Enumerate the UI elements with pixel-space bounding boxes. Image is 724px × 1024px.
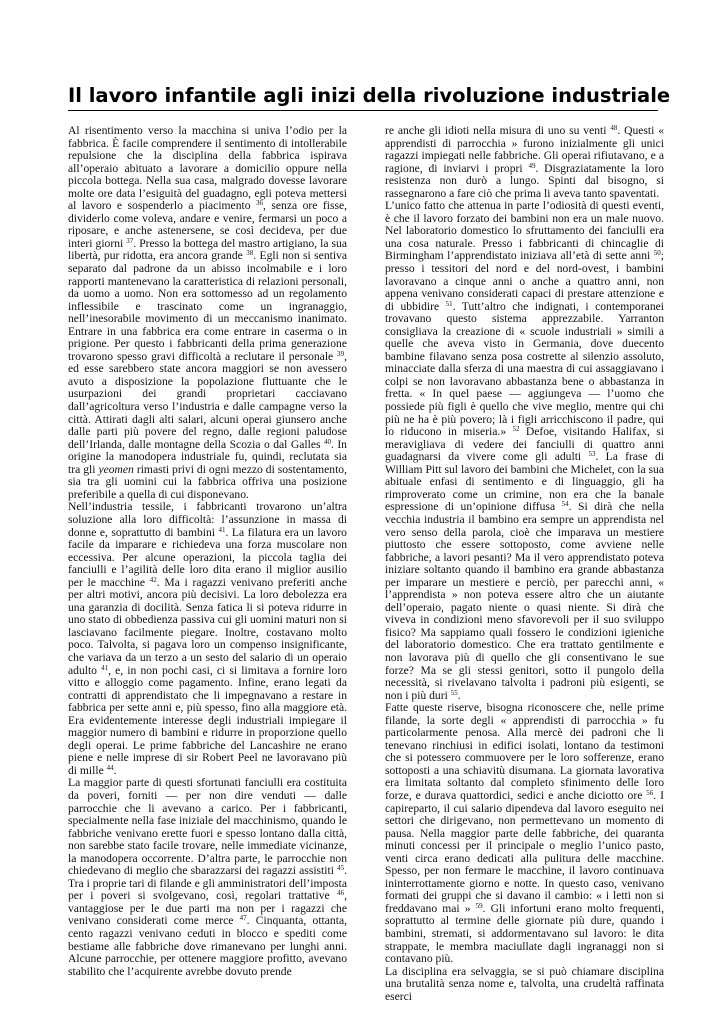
text-run: , senza ore fisse, dividerlo come voleva, andare e venire, fermarsi un poco a riposare, e anche astenersene, se così decideva, per due interi giorni xyxy=(68,199,348,250)
italic-text: yeomen xyxy=(98,462,134,476)
footnote-marker: 56 xyxy=(646,788,654,797)
text-run: La disciplina era selvaggia, se si può chiamare disciplina una brutalità senza nome e, talvolta, una crudeltà raffinata eserci xyxy=(385,964,664,1003)
footnote-marker: 48 xyxy=(610,124,618,132)
text-run: . La frase di William Pitt sul lavoro dei bambini che Michelet, con la sua abituale enfasi di sentimento e di linguaggio, gli ha rimproverato come un crimine, non era che la banale espressione di un’opinione diffusa xyxy=(385,450,664,514)
footnote-marker: 51 xyxy=(445,299,453,308)
footnote-marker: 37 xyxy=(126,236,134,245)
footnote-marker: 50 xyxy=(653,249,661,258)
footnote-marker: 53 xyxy=(588,450,596,459)
text-run: , vantaggiose per le due parti ma non per i ragazzi che venivano considerati come merce xyxy=(68,889,347,928)
text-run: rimasti privi di ogni mezzo di sostentamento, sia tra gli uomini cui la fabbrica offriva una posizione preferibile a quella di cui disponevano. xyxy=(68,462,348,501)
text-run: Defoe, visitando Halifax, si meravigliava di vedere dei fanciulli di quattro anni guadagnarsi da vivere come gli adulti xyxy=(385,425,664,464)
text-run: . Ma i ragazzi venivano preferiti anche per altri motivi, ancora più decisivi. La loro debolezza era una garanzia di docilità. Senza fatica li si poteva ridurre in uno stato di obbedienza passiva cui gli uomini maturi non si lasciavano facilmente piegare. Inoltre, costavano molto poco. Talvolta, si pagava loro un compenso insignificante, che variava da un terzo a un sesto del salario di un operaio adulto xyxy=(68,575,347,677)
footnote-marker: 55 xyxy=(450,688,458,697)
footnote-marker: 54 xyxy=(561,500,569,509)
text-run: . Disgraziatamente la loro resistenza non durò a lungo. Spinti dal bisogno, si rassegnarono a fare ciò che prima li aveva tanto spaventati. xyxy=(385,161,664,200)
text-run: . xyxy=(457,688,461,702)
text-run: , ed esse sarebbero state ancora maggiori se non avessero avuto a disposizione la popolazione fluttuante che le usurpazioni dei grandi proprietari cacciavano dall’agricoltura verso l’industria e dalle campagne verso la città. Attirati dagli alti salari, alcuni operai giunsero anche dalle parti più povere del regno, dalle regioni paludose dell’Irlanda, dalle montagne della Scozia o dal Galles xyxy=(68,349,347,451)
paragraph xyxy=(385,200,664,702)
text-run: . xyxy=(113,763,117,777)
paragraph xyxy=(385,702,664,965)
text-run: Al risentimento verso la macchina si univa l’odio per la fabbrica. È facile comprendere il sentimento di intollerabile repulsione che la disciplina della fabbrica ispirava all’operaio abituato a lavorare a domicilio oppure nella piccola bottega. Nella sua casa, malgrado dovesse lavorare molte ore data l’esiguità del guadagno, egli poteva mettersi al lavoro e sospenderlo a piacimento xyxy=(68,124,347,213)
text-run: ; presso i tessitori del nord e del nord-ovest, i bambini lavoravano a cinque anni o anche a quattro anni, non appena venivano considerati capaci di prestare attenzione e di ubbidire xyxy=(385,249,664,313)
text-run: La maggior parte di questi sfortunati fanciulli era costituita da poveri, forniti — per non dire venduti — dalle parrocchie che li avevano a carico. Per i fabbricanti, specialmente nella fase iniziale del macchinismo, quando le fabbriche venivano erette fuori e spesso lontano dalla città, non sarebbe stato facile trovare, nelle immediate vicinanze, la manodopera occorrente. D’altra parte, le parrocchie non chiedevano di meglio che sbarazzarsi dei ragazzi assistiti xyxy=(68,776,347,878)
footnote-marker: 49 xyxy=(528,161,536,170)
text-run: Fatte queste riserve, bisogna riconoscere che, nelle prime filande, la sorte degli « apprendisti di parrocchia » fu particolarmente penosa. Alla mercè dei padroni che li tenevano rinchiusi in edifici isolati, lontano da testimoni che si potessero commuovere per le loro sofferenze, erano sottoposti a una schiavitù disumana. La giornata lavorativa era limitata soltanto dal completo sfinimento delle loro forze, e durava quattordici, sedici e anche diciotto ore xyxy=(385,701,664,802)
page-title: Il lavoro infantile agli inizi della rivoluzione industriale xyxy=(68,84,671,107)
text-run: . Tra i proprie tari di filande e gli amministratori dell’imposta per i poveri si svolgevano, così, regolari trattative xyxy=(68,864,347,903)
left-column xyxy=(68,125,347,978)
text-run: . La filatura era un lavoro facile da imparare e richiedeva una forza muscolare non eccessiva. Per alcune operazioni, la piccola taglia dei fanciulli e l’agilità delle loro dita erano il miglior ausilio per le macchine xyxy=(68,525,347,589)
text-run: . Tutt’altro che indignati, i contemporanei trovavano questo sistema apprezzabile. Yarranton consigliava la creazione di « scuole industriali » simili a quelle che aveva visto in Germania, dove duecento bambine filavano senza posa costrette al silenzio assoluto, minacciate dalla sferza di una maestra di cui assaggiavano i colpi se non lavoravano abbastanza bene o abbastanza in fretta. « In quel paese — aggiungeva — l’uomo che possiede più figli è quello che vive meglio, mentre qui chi più ne ha è più povero; là i figli arricchiscono il padre, qui lo riducono in miseria.» xyxy=(385,299,664,439)
footnote-marker: 41 xyxy=(101,663,109,672)
footnote-marker: 59 xyxy=(475,901,483,910)
title-underline xyxy=(68,110,658,111)
paragraph xyxy=(385,125,664,200)
text-run: . Si dirà che nella vecchia industria il bambino era sempre un apprendista nel vero senso della parola, cioè che imparava un mestiere piuttosto che essere sottoposto, come avviene nelle fabbriche, a lavori pesanti? Ma il vero apprendistato poteva iniziare soltanto quando il bambino era grande abbastanza per imparare un mestiere e perciò, per parecchi anni, « l’apprendista » non poteva essere altro che un aiutante dell’operaio, pagato niente o quasi niente. Si dirà che viveva in condizioni meno sfavorevoli per il suo sviluppo fisico? Ma sappiamo quali fossero le condizioni igieniche del laboratorio domestico. Che era trattato gentilmente e non lavorava più di quello che gli consentivano le sue forze? Ma se gli stessi genitori, sotto il pungolo della necessità, si rivelavano talvolta i padroni più esigenti, se non i più duri xyxy=(385,500,664,702)
footnote-marker: 40 xyxy=(323,437,331,446)
text-run: . Cinquanta, ottanta, cento ragazzi venivano ceduti in blocco e spediti come bestiame alle fabbriche dove rimanevano per lunghi anni. Alcune parrocchie, per ottenere maggiore profitto, avevano stabilito che l’acquirente avrebbe dovuto prende xyxy=(68,914,347,978)
footnote-marker: 36 xyxy=(256,199,263,208)
text-run: re anche gli idioti nella misura di uno su venti xyxy=(385,124,611,137)
footnote-marker: 52 xyxy=(512,425,520,434)
footnote-marker: 39 xyxy=(337,349,345,358)
text-run: , e, in non pochi casi, ci si limitava a fornire loro vitto e alloggio come pagamento. Infine, erano legati da contratti di apprendistato che li impegnavano a restare in fabbrica per sette anni e, più spesso, fino alla maggiore età. Era evidentemente interesse degli industriali impiegare il maggior numero di bambini e ridurre in proporzione quello degli operai. Le prime fabbriche del Lancashire ne erano piene e nelle imprese di sir Robert Peel ne lavoravano più di mille xyxy=(68,663,347,777)
paragraph xyxy=(68,125,347,501)
text-run: L’unico fatto che attenua in parte l’odiosità di questi eventi, è che il lavoro forzato dei bambini non era un male nuovo. Nel laboratorio domestico lo sfruttamento dei fanciulli era una cosa naturale. Presso i fabbricanti di chincaglie di Birmingham l’apprendistato iniziava all’età di sette anni xyxy=(385,199,664,263)
footnote-marker: 44 xyxy=(106,763,114,772)
text-run: . I capireparto, il cui salario dipendeva dal lavoro eseguito nei settori che dirigevano, non permettevano un momento di pausa. Nella maggior parte delle fabbriche, dei quaranta minuti concessi per il principale o meglio l’unico pasto, venti circa erano dedicati alla pulitura delle macchine. Spesso, per non fermare le macchine, il lavoro continuava ininterrottamente giorno e notte. In questo caso, venivano formati dei gruppi che si davano il cambio: « i letti non si freddavano mai » xyxy=(385,788,664,915)
text-run: . Gli infortuni erano molto frequenti, soprattutto al termine delle giornate più dure, quando i bambini, stremati, si addormentavano sul lavoro: le dita strappate, le membra maciullate dagli ingranaggi non si contavano più. xyxy=(385,901,664,966)
text-run: . Egli non si sentiva separato dal padrone da un abisso incolmabile e i loro rapporti mantenevano la caratteristica di relazioni personali, da uomo a uomo. Non era sottomesso ad un regolamento inflessibile e trascinato come un ingranaggio, nell’inesorabile movimento di un meccanismo inanimato. Entrare in una fabbrica era come entrare in caserma o in prigione. Per questo i fabbricanti della prima generazione trovarono spesso gravi difficoltà a reclutare il personale xyxy=(68,249,348,363)
footnote-marker: 38 xyxy=(246,249,254,258)
text-run: Nell’industria tessile, i fabbricanti trovarono un’altra soluzione alla loro difficoltà: l’assunzione in massa di donne e, soprattutto di bambini xyxy=(68,500,347,539)
footnote-marker: 42 xyxy=(149,575,157,584)
paragraph xyxy=(385,966,664,1004)
right-column xyxy=(385,125,664,1003)
footnote-marker: 45 xyxy=(337,864,345,873)
text-run: . Presso la bottega del mastro artigiano, la sua libertà, pur ridotta, era ancora grande xyxy=(68,236,347,263)
footnote-marker: 41 xyxy=(218,525,226,534)
text-run: . Questi « apprendisti di parrocchia » furono inizialmente gli unici ragazzi impiegati nelle fabbriche. Gli operai rifiutavano, e a ragione, di inviarvi i propri xyxy=(385,124,664,175)
text-run: . In origine la manodopera industriale fu, quindi, reclutata sia tra gli xyxy=(68,437,347,476)
footnote-marker: 46 xyxy=(337,889,345,898)
paragraph xyxy=(68,501,347,777)
footnote-marker: 47 xyxy=(239,914,247,923)
paragraph xyxy=(68,777,347,978)
